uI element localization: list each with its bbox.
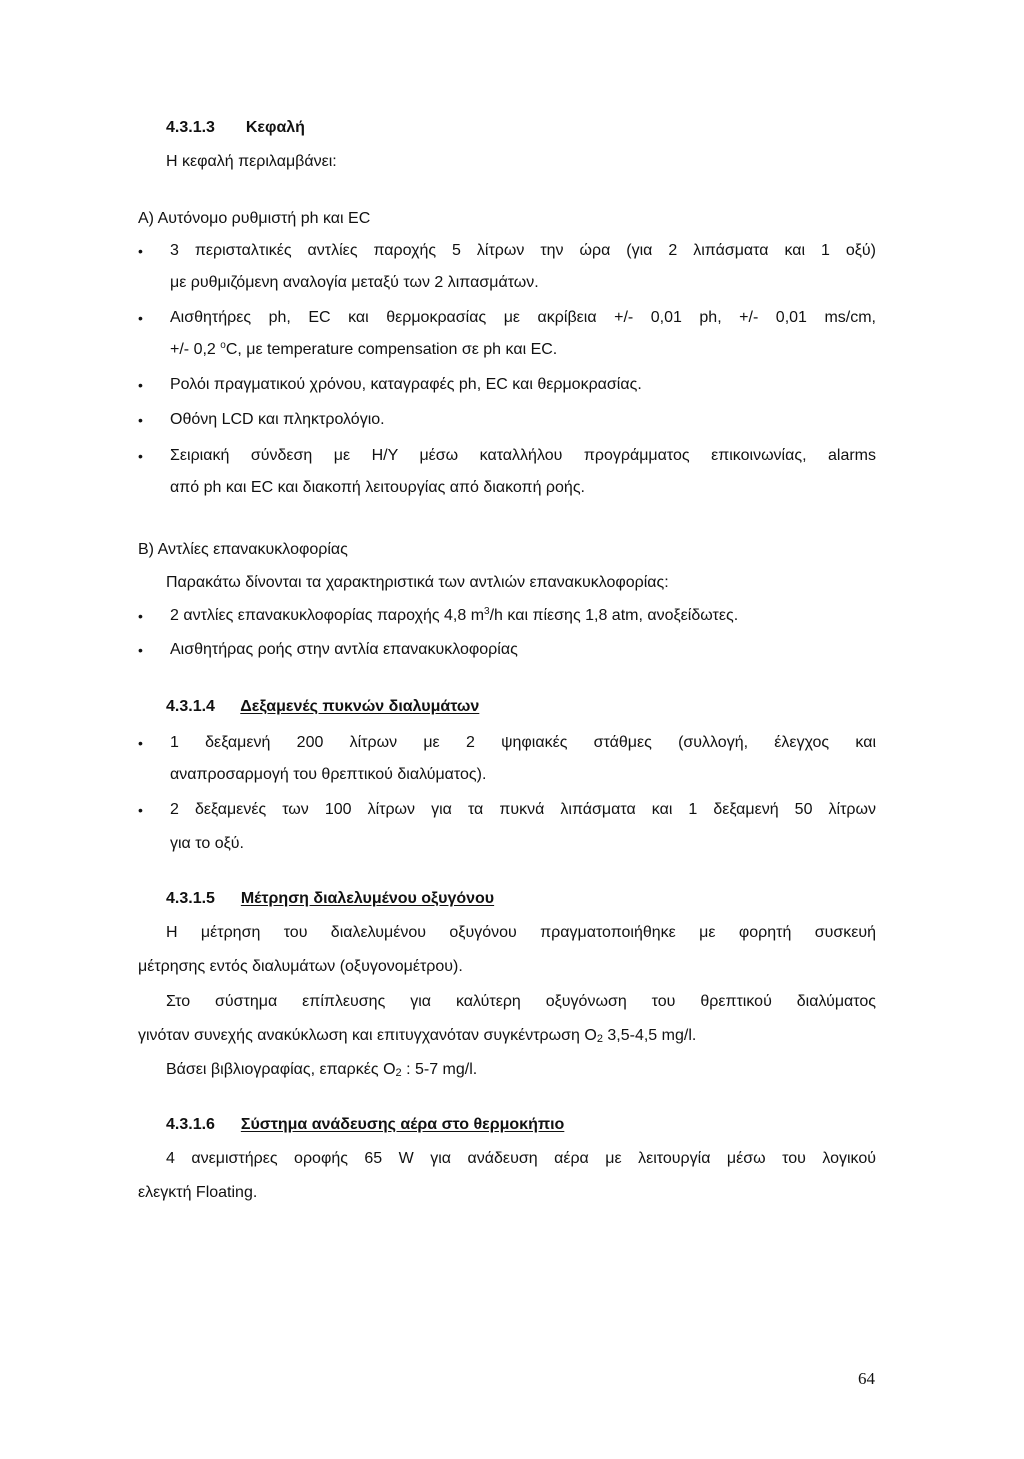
section-number: 4.3.1.5 — [166, 890, 215, 907]
subsection-intro: Παρακάτω δίνονται τα χαρακτηριστικά των αντλιών επανακυκλοφορίας: — [166, 574, 669, 591]
paragraph-line: Στο σύστημα επίπλευσης για καλύτερη οξυγόνωση του θρεπτικού διαλύματος — [166, 993, 876, 1010]
text-fragment: 2 αντλίες επανακυκλοφορίας παροχής 4,8 m — [170, 607, 485, 624]
text-fragment: : 5-7 mg/l. — [401, 1061, 478, 1078]
list-item: • 2 δεξαμενές των 100 λίτρων για τα πυκνά λιπάσματα και 1 δεξαμενή 50 λίτρων — [170, 800, 876, 820]
section-number: 4.3.1.3 — [166, 119, 215, 136]
text-fragment: 3,5-4,5 mg/l. — [602, 1027, 697, 1044]
paragraph-line: ελεγκτή Floating. — [138, 1184, 258, 1201]
chemical-subscript: 2 — [596, 1033, 603, 1045]
paragraph-line — [138, 1026, 696, 1046]
page-number: 64 — [858, 1369, 875, 1388]
unit-superscript: 3 — [484, 606, 490, 617]
section-title: Σύστημα ανάδευσης αέρα στο θερμοκήπιο — [240, 1116, 565, 1133]
list-item: • Οθόνη LCD και πληκτρολόγιο. — [170, 410, 385, 430]
list-item: • Αισθητήρες ph, EC και θερμοκρασίας με ακρίβεια +/- 0,01 ph, +/- 0,01 ms/cm, — [170, 308, 876, 328]
list-item-continuation: για το οξύ. — [170, 835, 244, 852]
text-fragment: Βάσει βιβλιογραφίας, επαρκές O — [166, 1061, 396, 1078]
chemical-subscript: 2 — [395, 1067, 402, 1079]
list-item: • 1 δεξαμενή 200 λίτρων με 2 ψηφιακές στάθμες (συλλογή, έλεγχος και — [170, 733, 876, 753]
section-number: 4.3.1.6 — [166, 1116, 215, 1133]
section-heading-4315 — [166, 889, 494, 909]
text-fragment: /h και πίεσης 1,8 atm, ανοξείδωτες. — [489, 607, 739, 624]
section-title: Μέτρηση διαλελυμένου οξυγόνου — [240, 890, 495, 907]
list-item — [170, 606, 738, 626]
subsection-heading-a: Α) Αυτόνομο ρυθμιστή ph και EC — [138, 210, 371, 227]
subsection-heading-b: Β) Αντλίες επανακυκλοφορίας — [138, 541, 348, 558]
list-item-continuation: από ph και EC και διακοπή λειτουργίας από διακοπή ροής. — [170, 479, 585, 496]
section-intro: Η κεφαλή περιλαμβάνει: — [166, 153, 337, 170]
degree-superscript: o — [220, 340, 226, 351]
section-heading-4314 — [166, 697, 479, 717]
list-item-continuation: με ρυθμιζόμενη αναλογία μεταξύ των 2 λιπασμάτων. — [170, 274, 539, 291]
list-item: • 3 περισταλτικές αντλίες παροχής 5 λίτρων την ώρα (για 2 λιπάσματα και 1 οξύ) — [170, 241, 876, 261]
list-item-continuation — [170, 340, 557, 360]
text-fragment: C, με temperature compensation σε ph και EC. — [225, 341, 558, 358]
list-item-continuation: αναπροσαρμογή του θρεπτικού διαλύματος). — [170, 766, 487, 783]
section-number: 4.3.1.4 — [166, 698, 215, 715]
list-item: • Αισθητήρας ροής στην αντλία επανακυκλοφορίας — [170, 640, 518, 660]
paragraph-line — [166, 1060, 477, 1080]
section-heading-4316 — [166, 1115, 564, 1135]
list-item: • Σειριακή σύνδεση με Η/Υ μέσω καταλλήλου προγράμματος επικοινωνίας, alarms — [170, 446, 876, 466]
section-title: Κεφαλή — [245, 119, 305, 136]
list-item: • Ρολόι πραγματικού χρόνου, καταγραφές ph, EC και θερμοκρασίας. — [170, 375, 642, 395]
text-fragment: +/- 0,2 — [170, 341, 221, 358]
paragraph-line: Η μέτρηση του διαλελυμένου οξυγόνου πραγματοποιήθηκε με φορητή συσκευή — [166, 924, 876, 941]
section-heading-4313 — [166, 118, 305, 138]
paragraph-line: μέτρησης εντός διαλυμάτων (οξυγονομέτρου). — [138, 958, 463, 975]
paragraph-line: 4 ανεμιστήρες οροφής 65 W για ανάδευση αέρα με λειτουργία μέσω του λογικού — [166, 1150, 876, 1167]
section-title: Δεξαμενές πυκνών διαλυμάτων — [240, 698, 480, 715]
text-fragment: γινόταν συνεχής ανακύκλωση και επιτυγχανόταν συγκέντρωση O — [138, 1027, 597, 1044]
